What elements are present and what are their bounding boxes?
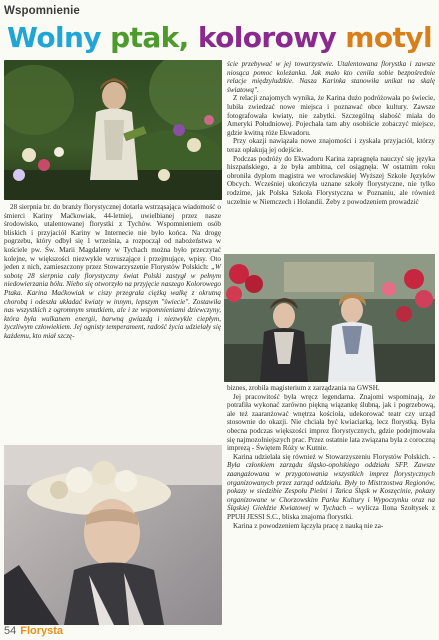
right-column-top [227, 60, 435, 252]
right-paragraph: Z relacji znajomych wynika, że Karina dużo podróżowała po świecie, lubiła zwiedzać nowe miejsca i poznawać obce kultury. Zawsze fotografowała kwiaty, nie zabytki. Szczególną słabość miała do Ameryki Południowej. Pojechała tam aby osobiście zobaczyć miejsce, gdzie kwitną róże Ekwadoru. [227, 94, 435, 137]
left-paragraph: 28 sierpnia br. do branży florystycznej dotarła wstrząsająca wiadomość o śmierci Kariny Maćkowiak, 44-letniej, uwielbianej przez nasze środowisko, utalentowanej florystki z Tychów. Wspomnieniem osób bliskich i przyjaciół Kariny w Internecie nie było końca. Na drogę pogrzebu, który odbył się 1 września, a rozpoczął od nabożeństwa w kościele pw. Św. Marii Magdaleny w Tychach można było przeczytać kolejne, w większości niezwykle wzruszające i przejmujące, wpisy. Oto jeden z nich, zamieszczony przez Stowarzyszenie Florystów Polskich: „W sobotę 28 sierpnia cały florystyczny świat Polski zastygł w pełnym niedowierzania bólu. Niebo się otworzyło na przyjęcie naszego Kolorowego Ptaka. Karina Maćkowiak w ciszy przegrała ciężką walkę z okrutną chorobą i odeszła układać kwiaty w innym, lepszym "świecie". Zostawiła nas wszystkich z ogromnym smutkiem, ale i ze wspomnieniami dziewczyny, która była wulkanem energii, barwną gwiazdą i niezwykle ciepłym, życzliwym człowiekiem. Jej ognisty temperament, radość życia udzielały się każdemu, kto miał szczę- [4, 203, 221, 340]
section-tag: Wspomnienie [4, 5, 80, 17]
right-paragraph: Jej pracowitość była wręcz legendarna. Znajomi wspominają, że potrafiła wykonać zarówno piękną wiązankę ślubną, jak i pogrzebową, ale też zaaranżować wnętrza kościoła, udekorować teatr czy urząd stosownie do okazji. Nie chciała być kwiaciarką, lecz florystką. Była obecna podczas większości imprez florystycznych, gdzie podejmowała się najmozolniejszych prac. Przez ostatnie lata związana była z coroczną imprezą - Świętem Róży w Kutnie. [227, 392, 435, 453]
headline-word: motyl [345, 21, 432, 54]
karina-with-friend-at-rose-stand-photo [224, 254, 435, 382]
karina-with-floral-hat-portrait-photo [4, 445, 222, 625]
right-paragraph: Podczas podróży do Ekwadoru Karina zapragnęła nauczyć się języka hiszpańskiego, a że była ambitna, cel osiągnęła. W ostatnim roku obroniła dyplom magistra we wrocławskiej Wyższej Szkole Języków Obcych. Wcześniej ukończyła uznane szkoły florystyczne, nie tylko rodzime, jak Polska Szkoła Florystyczna w Poznaniu, ale również uczelnie w Niemczech i Holandii. Żeby z powodzeniem prowadzić [227, 154, 435, 206]
page-number: 54 [4, 625, 17, 637]
right-paragraph: Karina z powodzeniem łączyła pracę z nauką nie za- [233, 521, 384, 530]
right-paragraph: Przy okazji nawiązała nowe znajomości i zyskała przyjaciół, którzy teraz opłakują jej odejście. [227, 137, 435, 154]
right-paragraph: ście przebywać w jej towarzystwie. Utalentowana florystka i zawsze niosąca pomoc koleżanka. Jak mało kto ceniła sobie bezpośrednie relacje międzyludzkie. Nasza Karinka stanowiła unikat na skalę światową". [227, 60, 435, 94]
right-column-bottom [227, 384, 435, 626]
page-footer [4, 625, 63, 637]
left-column [4, 203, 221, 443]
headline [0, 18, 439, 58]
headline-word: Wolny [7, 21, 111, 54]
magazine-name: Florysta [20, 625, 64, 637]
right-paragraph: biznes, zrobiła magisterium z zarządzania na GWSH. [227, 384, 380, 392]
karina-in-flower-garden-photo [4, 60, 222, 200]
right-paragraph: Karina udzielała się również w Stowarzyszeniu Florystów Polskich. - Była członkiem zarządu śląsko-opolskiego oddziału SFP. Zawsze zaangażowana w przygotowania wszystkich imprez florystycznych organizowanych przez zarząd oddziału. Były to Mistrzostwa Regionów, pokazy w siedzibie Zespołu Pieśni i Tańca Śląsk w Koszęcinie, pokazy organizowane w Chorzowskim Parku Kultury i Wypoczynku oraz na Śląskiej Giełdzie Kwiatowej w Tychach – wylicza Ilona Szołtysek z PPUH JESSI S.C., bliska znajoma florystki. [227, 452, 436, 521]
headline-word: ptak, [110, 21, 198, 54]
headline-word: kolorowy [197, 21, 346, 54]
